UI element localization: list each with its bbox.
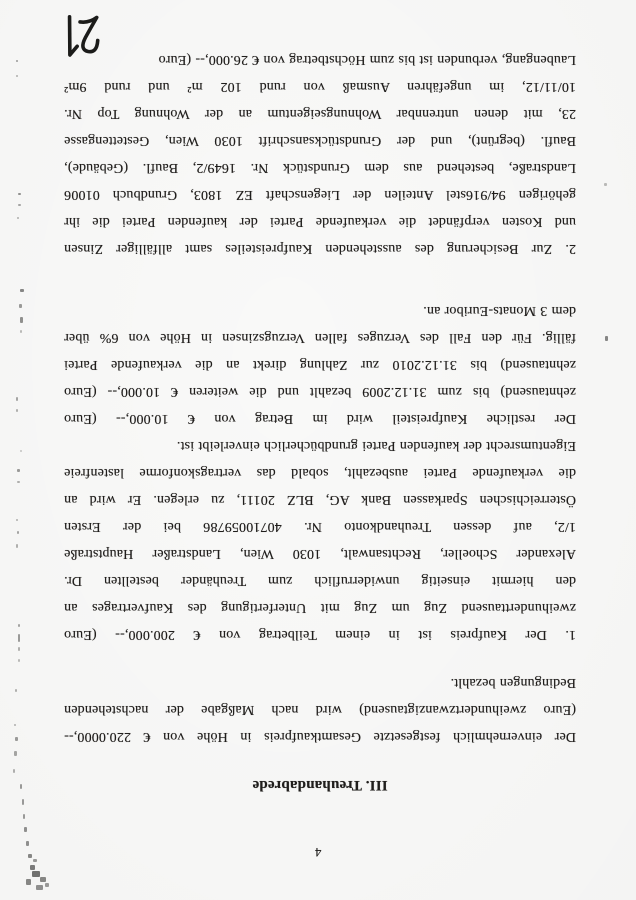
text-line: Österreichischen Sparkassen Bank AG, BLZ 20111, zu erlegen. Er wird an	[64, 492, 576, 507]
photocopy-speck	[17, 469, 20, 472]
handwritten-21-icon	[53, 6, 107, 60]
text-line: gehörigen 94/916stel Anteilen der Liegenschaft EZ 1803, Grundbuch 01006	[64, 187, 576, 202]
photocopy-speck	[20, 330, 22, 333]
photocopy-speck	[604, 183, 607, 186]
text-line: zehntausend) bis 31.12.2010 zur Zahlung direkt an die verkaufende Partei	[64, 357, 576, 372]
photocopy-speck	[30, 865, 35, 870]
photocopy-speck	[33, 859, 37, 862]
photocopy-speck	[17, 481, 20, 483]
text-line: dem 3 Monats-Euribor an.	[423, 303, 576, 318]
text-line: Baufl. (begrünt), und der Grundstücksanschrift 1030 Wien, Gestettengasse	[64, 133, 576, 148]
photocopy-speck	[16, 397, 18, 401]
photocopy-speck	[18, 634, 20, 642]
text-line: zweihunderttausend Zug um Zug mit Unterfertigung des Kaufvertrages an	[64, 600, 576, 615]
photocopy-speck	[18, 204, 21, 206]
photocopy-speck	[17, 531, 19, 534]
text-line: (Euro zweihundertzwanzigtausend) wird nach Maßgabe der nachstehenden	[64, 702, 576, 717]
photocopy-speck	[14, 724, 16, 726]
photocopy-speck	[15, 689, 17, 692]
photocopy-speck	[40, 877, 46, 882]
photocopy-speck	[36, 885, 43, 890]
text-line: Der restliche Kaufpreisteil wird im Betrag von € 10.000,-- (Euro	[64, 411, 576, 426]
photocopy-speck	[23, 814, 25, 819]
photocopy-speck	[16, 75, 18, 77]
photocopy-speck	[20, 317, 23, 323]
handwritten-page-mark	[53, 6, 107, 60]
photocopy-speck	[22, 799, 24, 805]
text-line: Laubengang, verbunden ist bis zum Höchstbetrag von € 26.000,-- (Euro	[158, 52, 576, 67]
photocopy-speck	[13, 769, 15, 773]
photocopy-speck	[45, 883, 49, 887]
photocopy-speck	[20, 289, 24, 292]
photocopy-speck	[16, 60, 18, 62]
photocopy-speck	[16, 519, 18, 521]
page-number: 4	[314, 845, 322, 859]
photocopy-speck	[16, 409, 18, 412]
photocopy-speck	[605, 336, 608, 341]
text-line: Alexander Schoeller, Rechtsanwalt, 1030 Wien, Landstraßer Hauptstraße	[64, 546, 576, 561]
text-line: den hiermit einseitig unwiderruflich zum Treuhänder bestellten Dr.	[64, 573, 576, 588]
photocopy-speck	[18, 624, 20, 627]
section-heading: III. Treuhandabrede	[252, 777, 388, 793]
text-line: Bedingungen bezahlt.	[450, 675, 576, 690]
text-line: Eigentumsrecht der kaufenden Partei grundbücherlich einverleibt ist.	[176, 438, 576, 453]
text-line: Der einvernehmlich festgesetzte Gesamtkaufpreis in Höhe von € 220.0000,--	[64, 729, 576, 744]
photocopy-speck	[20, 784, 22, 789]
photocopy-speck	[20, 450, 22, 452]
photocopy-speck	[16, 544, 18, 548]
photocopy-speck	[14, 751, 17, 756]
text-line: 23, mit denen untrennbar Wohnungseigentum an der Wohnung Top Nr.	[64, 106, 576, 121]
photocopy-speck	[15, 737, 18, 741]
text-line: fällig. Für den Fall des Verzuges fallen Verzugszinsen in Höhe von 6% über	[64, 330, 576, 345]
photocopy-speck	[26, 841, 29, 846]
text-line: 10/11/12, im ungefähren Ausmaß von rund 102 m² und rund 9m²	[64, 79, 576, 94]
text-line: zehntausend) bis zum 31.12.2009 bezahlt und die weiteren € 10.000,-- (Euro	[64, 384, 576, 399]
photocopy-speck	[19, 304, 22, 308]
photocopy-speck	[32, 871, 40, 877]
photocopy-speck	[18, 647, 20, 651]
text-line: die verkaufende Partei ausbezahlt, sobald das vertragskonforme lastenfreie	[64, 465, 576, 480]
photocopy-speck	[18, 193, 21, 195]
text-line: 1. Der Kaufpreis ist in einem Teilbetrag von € 200.000,-- (Euro	[64, 627, 576, 642]
photocopy-speck	[18, 659, 20, 662]
photocopy-speck	[28, 854, 32, 858]
photocopy-speck	[26, 879, 31, 885]
text-line: und Kosten verpfändet die verkaufende Partei der kaufenden Partei die ihr	[64, 214, 576, 229]
photocopy-speck	[17, 217, 19, 219]
text-line: 1/2, auf dessen Treuhandkonto Nr. 40710059786 bei der Ersten	[64, 519, 576, 534]
body-text	[64, 46, 576, 750]
text-line: Landstraße, bestehend aus dem Grundstück Nr. 1649/2, Baufl. (Gebäude),	[64, 160, 576, 175]
text-line: 2. Zur Besicherung des ausstehenden Kaufpreisteiles samt allfälliger Zinsen	[64, 241, 576, 256]
photocopy-speck	[24, 827, 27, 832]
